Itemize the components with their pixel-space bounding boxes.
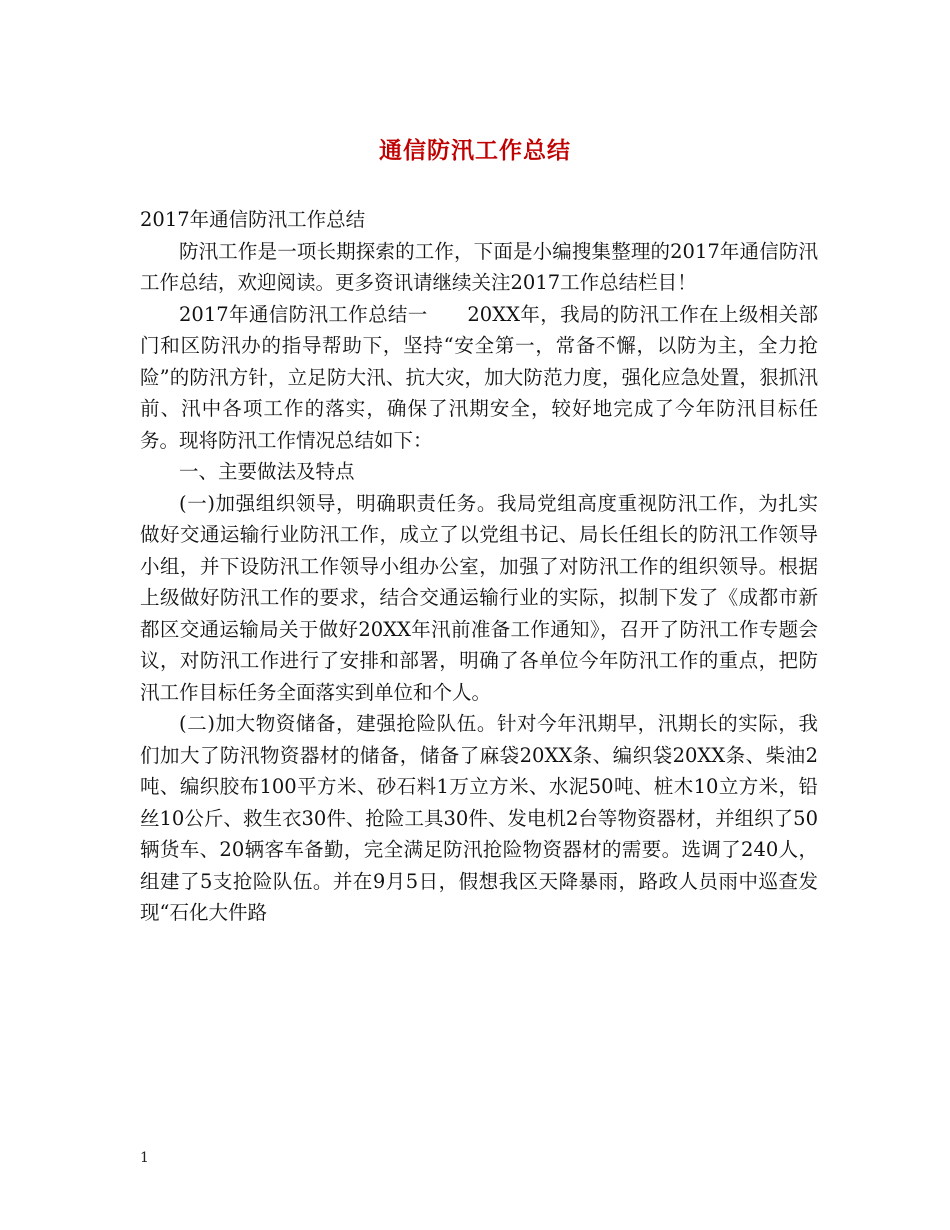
paragraph-organization: (一)加强组织领导，明确职责任务。我局党组高度重视防汛工作，为扎实做好交通运输行业防汛工作，成立了以党组书记、局长任组长的防汛工作领导小组，并下设防汛工作领导小组办公室，加强了对防汛工作的组织领导。根据上级做好防汛工作的要求，结合交通运输行业的实际，拟制下发了《成都市新都区交通运输局关于做好20XX年汛前准备工作通知》，召开了防汛工作专题会议，对防汛工作进行了安排和部署，明确了各单位今年防汛工作的重点，把防汛工作目标任务全面落实到单位和个人。 — [140, 491, 818, 704]
page-number: 1 — [140, 1150, 149, 1166]
paragraph-intro: 防汛工作是一项长期探索的工作，下面是小编搜集整理的2017年通信防汛工作总结，欢迎阅读。更多资讯请继续关注2017工作总结栏目！ — [140, 239, 818, 294]
document-body — [140, 204, 818, 929]
document-subtitle: 2017年通信防汛工作总结 — [140, 208, 366, 231]
document-title: 通信防汛工作总结 — [379, 137, 571, 164]
paragraph-materials: (二)加大物资储备，建强抢险队伍。针对今年汛期早，汛期长的实际，我们加大了防汛物资器材的储备，储备了麻袋20XX条、编织袋20XX条、柴油2吨、编织胶布100平方米、砂石料1万立方米、水泥50吨、桩木10立方米，铅丝10公斤、救生衣30件、抢险工具30件、发电机2台等物资器材，并组织了50辆货车、20辆客车备勤，完全满足防汛抢险物资器材的需要。选调了240人，组建了5支抢险队伍。并在9月5日，假想我区天降暴雨，路政人员雨中巡查发现“石化大件路 — [140, 712, 818, 924]
section-heading-main-practices: 一、主要做法及特点 — [179, 460, 355, 483]
paragraph-summary-one: 2017年通信防汛工作总结一 20XX年，我局的防汛工作在上级相关部门和区防汛办的指导帮助下，坚持“安全第一，常备不懈，以防为主，全力抢险”的防汛方针，立足防大汛、抗大灾，加大防范力度，强化应急处置，狠抓汛前、汛中各项工作的落实，确保了汛期安全，较好地完成了今年防汛目标任务。现将防汛工作情况总结如下： — [140, 302, 818, 452]
